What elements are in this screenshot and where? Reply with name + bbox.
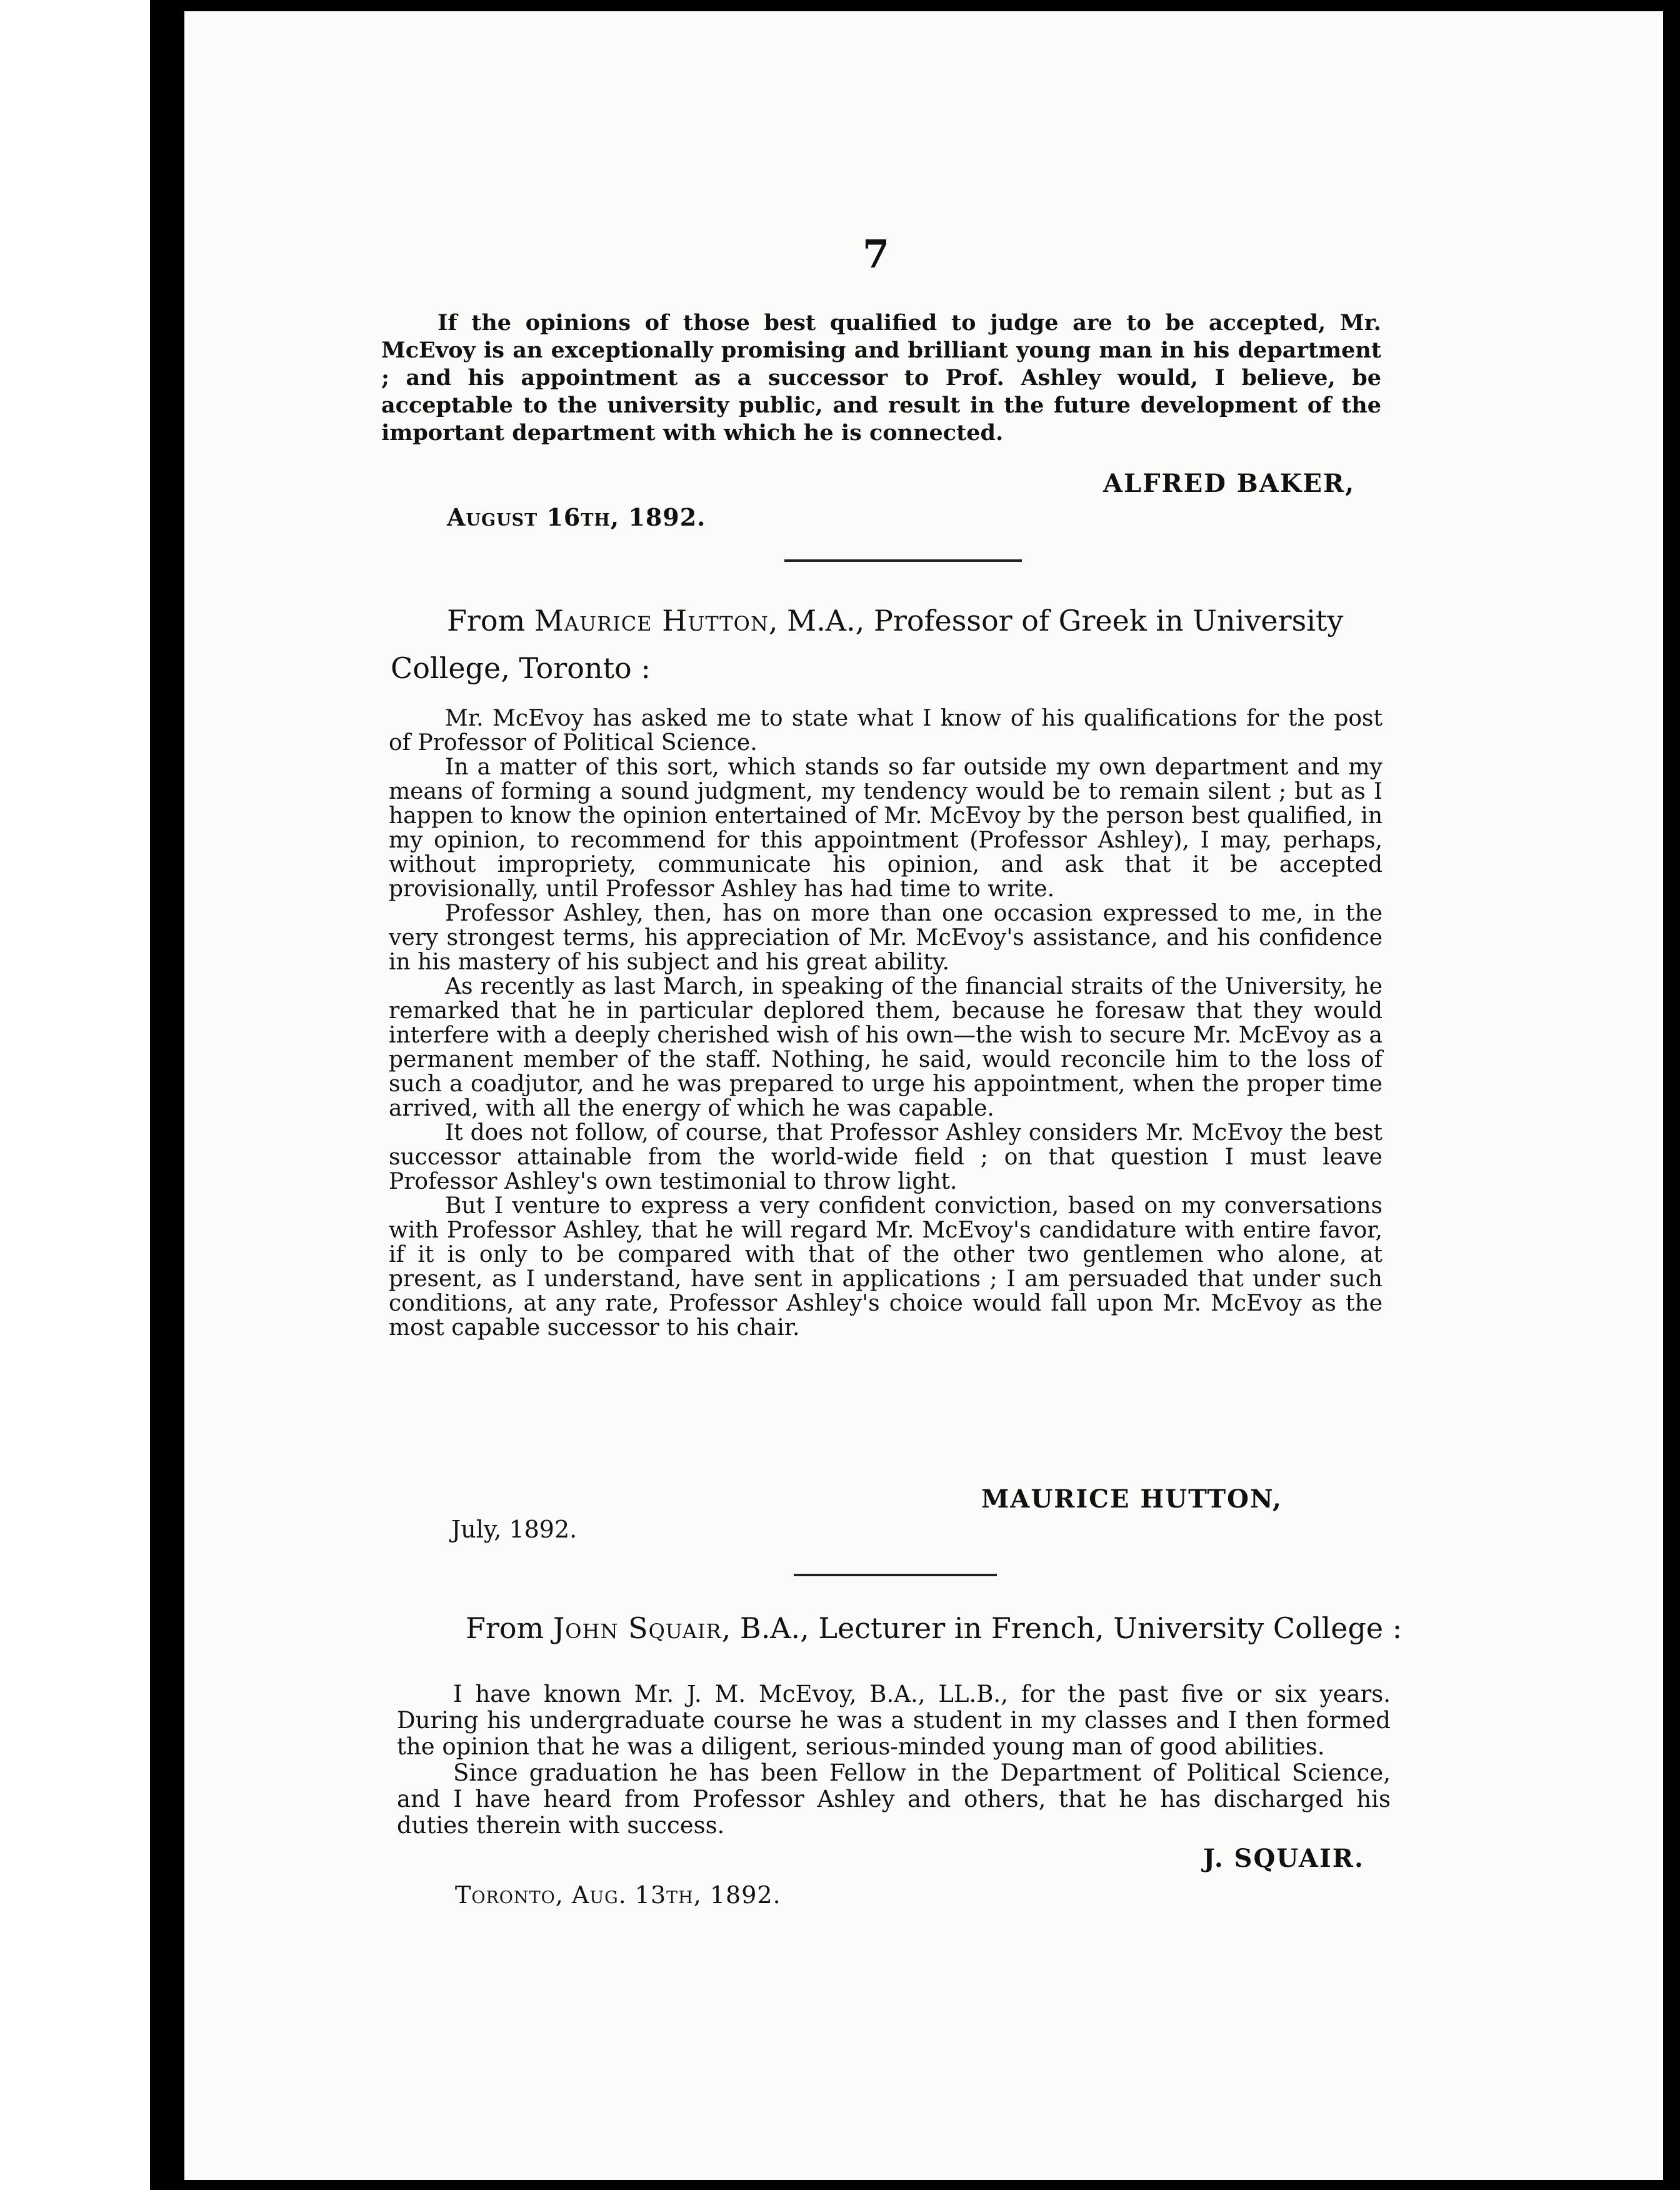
letter-paragraph: I have known Mr. J. M. McEvoy, B.A., LL.B., for the past five or six years. During his undergraduate course he was a student in my classes and I then formed the opinion that he was a diligent, serious-minded young man of good abilities. [397, 1681, 1391, 1760]
hutton-signature: MAURICE HUTTON, [981, 1484, 1282, 1514]
binding-mark [178, 1494, 184, 1509]
binding-mark [178, 678, 184, 693]
baker-letter [381, 309, 1381, 447]
baker-signature: ALFRED BAKER, [1103, 469, 1356, 498]
heading-from: From [466, 1611, 544, 1645]
hutton-date: July, 1892. [451, 1516, 578, 1543]
baker-date: August 16th, 1892. [447, 503, 706, 531]
letter-paragraph: As recently as last March, in speaking of the financial straits of the University, he remarked that he in particular deplored them, because he foresaw that they would interfere with a deeply cherished wish of his own—the wish to secure Mr. McEvoy as a permanent member of the staff. Nothing, he said, would reconcile him to the loss of such a coadjutor, and he was prepared to urge his appointment, when the proper time arrived, with all the energy of which he was capable. [389, 974, 1382, 1121]
letter-paragraph: Mr. McEvoy has asked me to state what I know of his qualifications for the post of Professor of Political Science. [389, 706, 1382, 756]
heading-author-name: John Squair [552, 1611, 722, 1645]
binding-mark [178, 491, 184, 506]
squair-date: Toronto, Aug. 13th, 1892. [455, 1881, 781, 1909]
hutton-letter [389, 706, 1382, 1340]
hutton-heading [391, 597, 1403, 692]
scan-margin [0, 0, 150, 2190]
letter-paragraph: It does not follow, of course, that Professor Ashley considers Mr. McEvoy the best successor attainable from the world-wide field ; on that question I must leave Professor Ashley's own testimonial to throw light. [389, 1120, 1382, 1194]
letter-paragraph: In a matter of this sort, which stands so far outside my own department and my means of forming a sound judgment, my tendency would be to remain silent ; but as I happen to know the opinion entertained of Mr. McEvoy by the person best qualified, in my opinion, to recommend for this appointment (Professor Ashley), I may, perhaps, without impropriety, communicate his opinion, and ask that it be accepted provisionally, until Professor Ashley has had time to write. [389, 754, 1382, 902]
letter-paragraph: Since graduation he has been Fellow in the Department of Political Science, and I have heard from Professor Ashley and others, that he has discharged his duties therein with success. [397, 1759, 1391, 1839]
section-divider [784, 559, 1022, 562]
squair-signature: J. SQUAIR. [1203, 1844, 1364, 1873]
heading-credentials: , M.A., Professor of Greek in University [768, 604, 1344, 638]
letter-paragraph: But I venture to express a very confident conviction, based on my conversations with Professor Ashley, that he will regard Mr. McEvoy's candidature with entire favor, if it is only to be compared with that of the other two gentlemen who alone, at present, as I understand, have sent in applications ; I am persuaded that under such conditions, at any rate, Professor Ashley's choice would fall upon Mr. McEvoy as the most capable successor to his chair. [389, 1193, 1382, 1341]
heading-credentials: , B.A., Lecturer in French, University College : [721, 1611, 1402, 1645]
heading-author-name: Maurice Hutton [534, 604, 769, 638]
page-number: 7 [862, 231, 890, 277]
letter-paragraph: Professor Ashley, then, has on more than one occasion expressed to me, in the very strongest terms, his appreciation of Mr. McEvoy's assistance, and his confidence in his mastery of his subject and his great ability. [389, 901, 1382, 975]
heading-from: From [447, 604, 526, 638]
baker-paragraph: If the opinions of those best qualified to judge are to be accepted, Mr. McEvoy is an exceptionally promising and brilliant young man in his department ; and his appointment as a successor to Prof. Ashley would, I believe, be acceptable to the university public, and result in the future development of the important department with which he is connected. [381, 310, 1381, 446]
squair-letter [397, 1681, 1391, 1839]
squair-heading [466, 1606, 1403, 1650]
page-spine [150, 0, 184, 2190]
heading-institution: College, Toronto : [391, 651, 651, 685]
section-divider [794, 1574, 997, 1576]
